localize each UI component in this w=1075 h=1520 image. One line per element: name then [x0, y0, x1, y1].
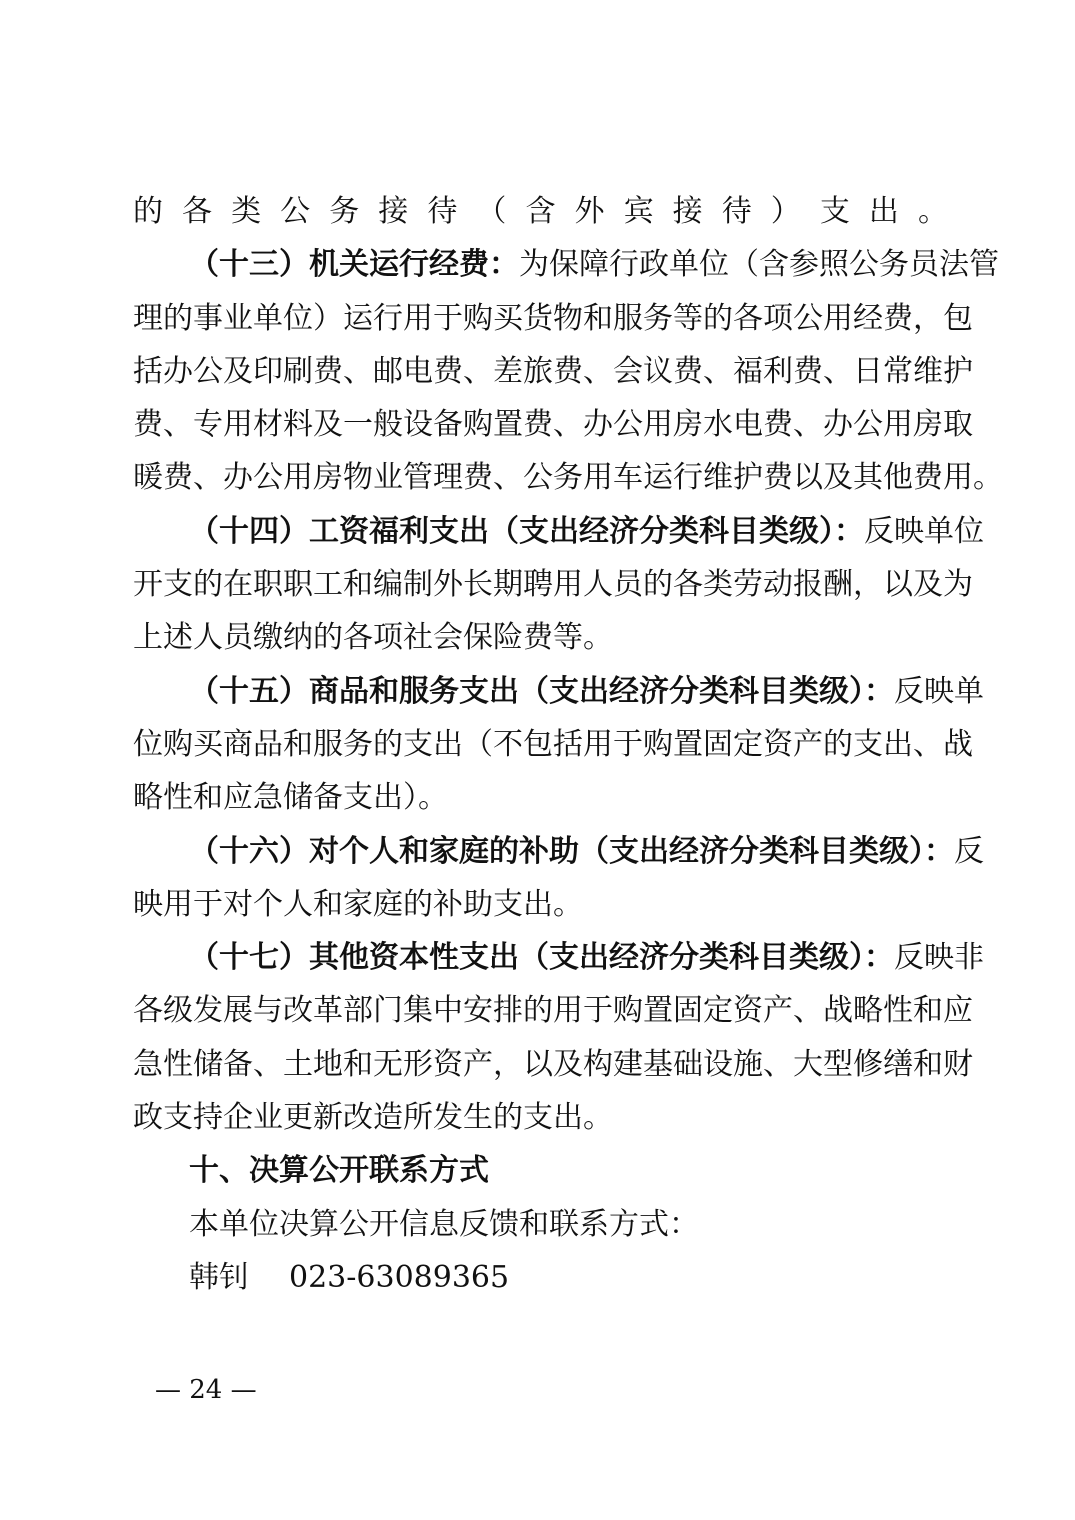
body-line: 略性和应急储备支出）。 — [133, 780, 448, 816]
body-line: 暖费、办公用房物业管理费、公务用车运行维护费以及其他费用。 — [133, 460, 1003, 496]
contact-name: 韩钊 — [189, 1259, 249, 1295]
body-line: 急性储备、土地和无形资产，以及构建基础设施、大型修缮和财 — [133, 1046, 973, 1082]
body-line: 位购买商品和服务的支出（不包括用于购置固定资产的支出、战 — [133, 726, 973, 762]
section-heading: 十、决算公开联系方式 — [189, 1153, 489, 1189]
body-line: 括办公及印刷费、邮电费、差旅费、会议费、福利费、日常维护 — [133, 353, 973, 389]
body-line: 理的事业单位）运行用于购买货物和服务等的各项公用经费，包 — [133, 300, 973, 336]
paragraph-15-line: （十五）商品和服务支出（支出经济分类科目类级）：反映单 — [189, 673, 984, 709]
paragraph-14-line: （十四）工资福利支出（支出经济分类科目类级）：反映单位 — [189, 513, 984, 549]
body-line: 各级发展与改革部门集中安排的用于购置固定资产、战略性和应 — [133, 993, 973, 1029]
body-line: 上述人员缴纳的各项社会保险费等。 — [133, 620, 613, 656]
paragraph-17-line: （十七）其他资本性支出（支出经济分类科目类级）：反映非 — [189, 940, 984, 976]
paragraph-13-line: （十三）机关运行经费：为保障行政单位（含参照公务员法管 — [189, 247, 999, 283]
paragraph-heading: （十五）商品和服务支出（支出经济分类科目类级）： — [189, 673, 894, 709]
contact-phone: 023-63089365 — [289, 1259, 510, 1295]
body-line: 政支持企业更新改造所发生的支出。 — [133, 1100, 613, 1136]
page-number: — 24 — — [155, 1375, 257, 1405]
paragraph-heading: （十四）工资福利支出（支出经济分类科目类级）： — [189, 513, 864, 549]
contact-line — [133, 1251, 948, 1304]
body-line: 开支的在职职工和编制外长期聘用人员的各类劳动报酬，以及为 — [133, 567, 973, 603]
document-body — [133, 185, 1003, 1304]
body-line: 费、专用材料及一般设备购置费、办公用房水电费、办公用房取 — [133, 407, 973, 443]
contact-intro: 本单位决算公开信息反馈和联系方式： — [189, 1206, 699, 1242]
paragraph-heading: （十六）对个人和家庭的补助（支出经济分类科目类级）： — [189, 833, 954, 869]
body-line: 映用于对个人和家庭的补助支出。 — [133, 886, 583, 922]
paragraph-16-line: （十六）对个人和家庭的补助（支出经济分类科目类级）：反 — [189, 833, 984, 869]
body-line: 的各类公务接待（含外宾接待）支出。 — [133, 194, 948, 229]
paragraph-heading: （十三）机关运行经费： — [189, 247, 519, 283]
paragraph-heading: （十七）其他资本性支出（支出经济分类科目类级）： — [189, 940, 894, 976]
